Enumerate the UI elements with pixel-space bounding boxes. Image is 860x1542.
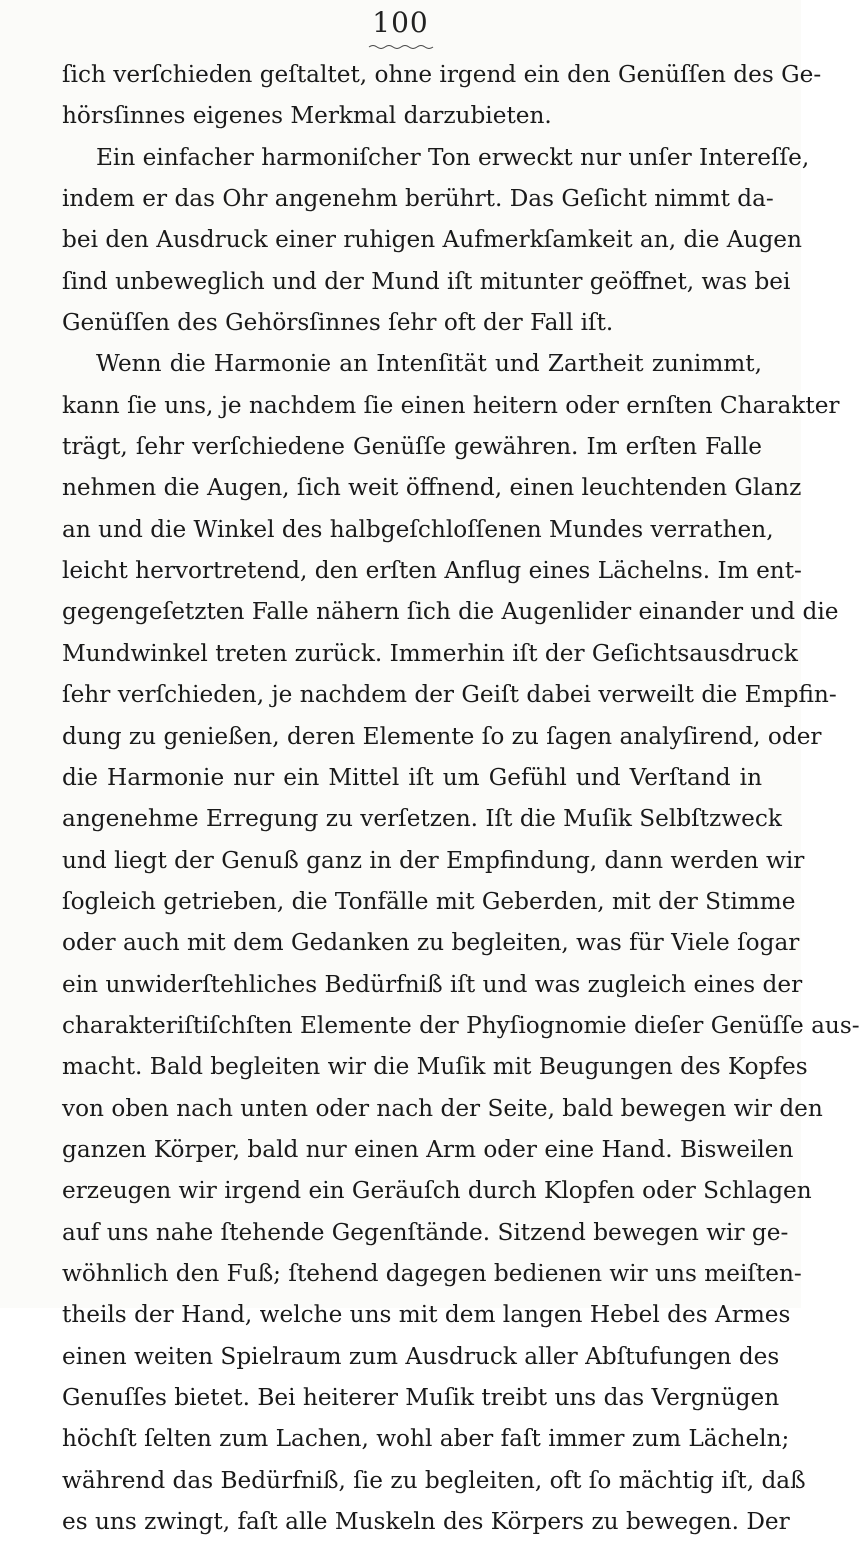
text-line: dung zu genießen, deren Elemente ſo zu ſagen analyſirend, oder <box>62 722 822 750</box>
text-line: die Harmonie nur ein Mittel iſt um Gefühl und Verſtand in <box>62 763 762 791</box>
text-line: indem er das Ohr angenehm berührt. Das Geſicht nimmt da- <box>62 185 774 213</box>
text-line: höchſt ſelten zum Lachen, wohl aber faſt immer zum Lächeln; <box>62 1425 790 1453</box>
text-line: während das Bedürfniß, ſie zu begleiten, oft ſo mächtig iſt, daß <box>62 1466 806 1494</box>
text-line: von oben nach unten oder nach der Seite, bald bewegen wir den <box>62 1094 823 1122</box>
text-line: ſich verſchieden geſtaltet, ohne irgend ein den Genüſſen des Ge- <box>62 61 822 88</box>
text-line: angenehme Erregung zu verſetzen. Iſt die Muſik Selbſtzweck <box>62 805 782 833</box>
text-line: ein unwiderſtehliches Bedürfniß iſt und was zugleich eines der <box>62 970 803 998</box>
text-line: ſehr verſchieden, je nachdem der Geiſt dabei verweilt die Empfin- <box>62 681 837 709</box>
text-line: gegengeſetzten Falle nähern ſich die Augenlider einander und die <box>62 598 839 626</box>
text-line: wöhnlich den Fuß; ſtehend dagegen bedienen wir uns meiſten- <box>62 1259 802 1287</box>
text-line: ſind unbeweglich und der Mund iſt mitunter geöffnet, was bei <box>62 267 791 295</box>
text-line: auf uns nahe ſtehende Gegenſtände. Sitzend bewegen wir ge- <box>62 1218 789 1246</box>
text-line: trägt, ſehr verſchiedene Genüſſe gewähren. Im erſten Falle <box>62 433 762 461</box>
text-line: es uns zwingt, faſt alle Muskeln des Körpers zu bewegen. Der <box>62 1508 790 1536</box>
text-line: erzeugen wir irgend ein Geräuſch durch Klopfen oder Schlagen <box>62 1177 812 1205</box>
text-line: bei den Ausdruck einer ruhigen Aufmerkſamkeit an, die Augen <box>62 226 802 254</box>
text-line: ſogleich getrieben, die Tonfälle mit Geberden, mit der Stimme <box>62 887 796 915</box>
text-line: Wenn die Harmonie an Intenſität und Zartheit zunimmt, <box>96 350 762 378</box>
page-number: 100 <box>372 6 429 39</box>
text-line: Genüſſen des Gehörsſinnes ſehr oft der Fall iſt. <box>62 309 614 337</box>
text-line: leicht hervortretend, den erſten Anflug eines Lächelns. Im ent- <box>62 557 802 585</box>
text-line: an und die Winkel des halbgeſchloſſenen Mundes verrathen, <box>62 515 774 543</box>
text-line: einen weiten Spielraum zum Ausdruck aller Abſtufungen des <box>62 1342 780 1370</box>
text-line: oder auch mit dem Gedanken zu begleiten, was für Viele ſogar <box>62 929 800 957</box>
text-line: Ein einfacher harmoniſcher Ton erweckt nur unſer Intereſſe, <box>96 143 810 171</box>
text-line: Mundwinkel treten zurück. Immerhin iſt der Geſichtsausdruck <box>62 639 798 667</box>
text-line: macht. Bald begleiten wir die Muſik mit Beugungen des Kopfes <box>62 1053 808 1081</box>
text-line: hörsſinnes eigenes Merkmal darzubieten. <box>62 102 552 130</box>
text-line: nehmen die Augen, ſich weit öffnend, einen leuchtenden Glanz <box>62 474 802 502</box>
text-line: charakteriſtiſchſten Elemente der Phyſiognomie dieſer Genüſſe aus- <box>62 1011 860 1039</box>
text-line: Genuſſes bietet. Bei heiterer Muſik treibt uns das Vergnügen <box>62 1384 780 1411</box>
text-line: theils der Hand, welche uns mit dem langen Hebel des Armes <box>62 1301 791 1329</box>
text-line: kann ſie uns, je nachdem ſie einen heitern oder ernſten Charakter <box>62 391 840 419</box>
text-line: ganzen Körper, bald nur einen Arm oder eine Hand. Bisweilen <box>62 1135 794 1163</box>
text-line: und liegt der Genuß ganz in der Empfindung, dann werden wir <box>62 846 805 874</box>
page-number-wavy-rule <box>369 44 433 50</box>
body-text <box>62 54 860 1542</box>
